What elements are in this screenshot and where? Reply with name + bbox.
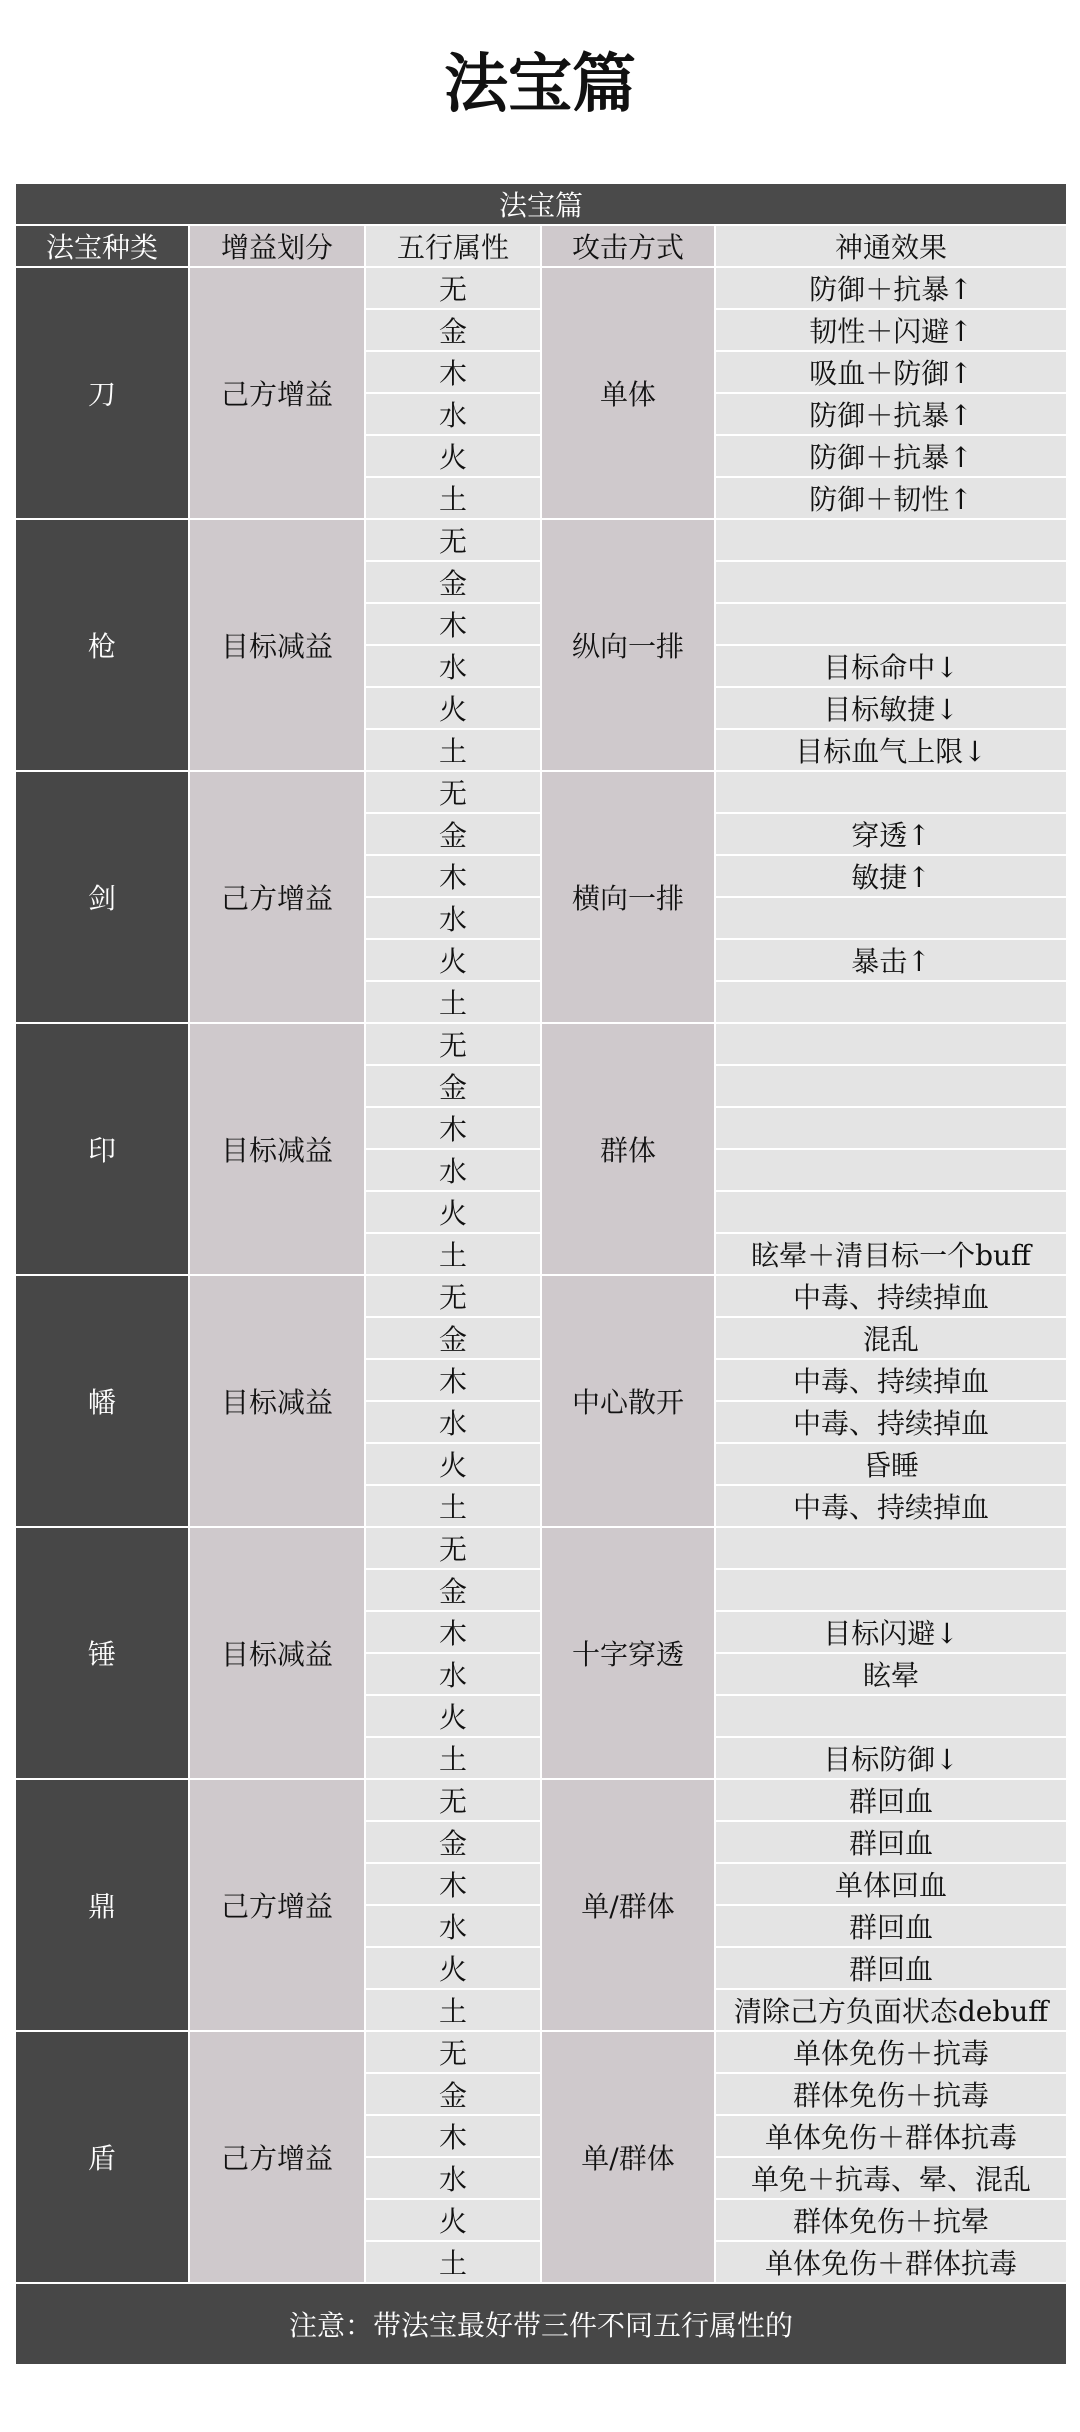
- element-cell: 金: [365, 1317, 541, 1359]
- header-attack: 攻击方式: [541, 225, 715, 267]
- header-effect: 神通效果: [715, 225, 1067, 267]
- element-cell: 木: [365, 1863, 541, 1905]
- effect-cell: [715, 1695, 1067, 1737]
- effect-cell: 暴击↑: [715, 939, 1067, 981]
- effect-cell: 群回血: [715, 1821, 1067, 1863]
- effect-cell: 穿透↑: [715, 813, 1067, 855]
- table-body: [15, 267, 1067, 2283]
- element-cell: 木: [365, 855, 541, 897]
- attack-mode-cell: 单/群体: [541, 1779, 715, 2031]
- element-cell: 水: [365, 1905, 541, 1947]
- treasure-kind-cell: 鼎: [15, 1779, 189, 2031]
- table-row: [15, 1779, 1067, 1821]
- effect-cell: [715, 519, 1067, 561]
- attack-mode-cell: 纵向一排: [541, 519, 715, 771]
- element-cell: 水: [365, 1653, 541, 1695]
- element-cell: 木: [365, 603, 541, 645]
- table-row: [15, 519, 1067, 561]
- attack-mode-cell: 群体: [541, 1023, 715, 1275]
- effect-cell: [715, 1527, 1067, 1569]
- element-cell: 火: [365, 939, 541, 981]
- header-element: 五行属性: [365, 225, 541, 267]
- effect-cell: 目标命中↓: [715, 645, 1067, 687]
- treasure-table: [14, 182, 1068, 2366]
- effect-cell: 目标敏捷↓: [715, 687, 1067, 729]
- element-cell: 木: [365, 1359, 541, 1401]
- treasure-kind-cell: 剑: [15, 771, 189, 1023]
- treasure-kind-cell: 锤: [15, 1527, 189, 1779]
- effect-cell: 防御＋抗暴↑: [715, 267, 1067, 309]
- element-cell: 金: [365, 1065, 541, 1107]
- buff-type-cell: 己方增益: [189, 1779, 365, 2031]
- effect-cell: [715, 981, 1067, 1023]
- effect-cell: 吸血＋防御↑: [715, 351, 1067, 393]
- element-cell: 火: [365, 435, 541, 477]
- effect-cell: 中毒、持续掉血: [715, 1359, 1067, 1401]
- table-banner: 法宝篇: [15, 183, 1067, 225]
- element-cell: 无: [365, 1275, 541, 1317]
- element-cell: 木: [365, 1107, 541, 1149]
- effect-cell: [715, 1023, 1067, 1065]
- header-kind: 法宝种类: [15, 225, 189, 267]
- element-cell: 火: [365, 1947, 541, 1989]
- buff-type-cell: 目标减益: [189, 1275, 365, 1527]
- table-row: [15, 1275, 1067, 1317]
- effect-cell: 群回血: [715, 1947, 1067, 1989]
- treasure-kind-cell: 幡: [15, 1275, 189, 1527]
- treasure-kind-cell: 印: [15, 1023, 189, 1275]
- effect-cell: 目标闪避↓: [715, 1611, 1067, 1653]
- effect-cell: 中毒、持续掉血: [715, 1401, 1067, 1443]
- effect-cell: [715, 603, 1067, 645]
- effect-cell: 眩晕＋清目标一个buff: [715, 1233, 1067, 1275]
- table-row: [15, 2031, 1067, 2073]
- element-cell: 无: [365, 771, 541, 813]
- element-cell: 水: [365, 645, 541, 687]
- element-cell: 无: [365, 2031, 541, 2073]
- effect-cell: 昏睡: [715, 1443, 1067, 1485]
- element-cell: 无: [365, 1779, 541, 1821]
- element-cell: 火: [365, 2199, 541, 2241]
- element-cell: 土: [365, 1485, 541, 1527]
- element-cell: 火: [365, 1443, 541, 1485]
- effect-cell: [715, 771, 1067, 813]
- element-cell: 水: [365, 393, 541, 435]
- element-cell: 无: [365, 519, 541, 561]
- element-cell: 水: [365, 897, 541, 939]
- effect-cell: 防御＋韧性↑: [715, 477, 1067, 519]
- element-cell: 土: [365, 2241, 541, 2283]
- effect-cell: 眩晕: [715, 1653, 1067, 1695]
- element-cell: 金: [365, 813, 541, 855]
- element-cell: 土: [365, 1989, 541, 2031]
- effect-cell: 群体免伤＋抗晕: [715, 2199, 1067, 2241]
- footer-note: 注意：带法宝最好带三件不同五行属性的: [15, 2283, 1067, 2365]
- effect-cell: 清除己方负面状态debuff: [715, 1989, 1067, 2031]
- table-row: [15, 267, 1067, 309]
- treasure-kind-cell: 刀: [15, 267, 189, 519]
- buff-type-cell: 目标减益: [189, 1023, 365, 1275]
- effect-cell: 单体免伤＋群体抗毒: [715, 2115, 1067, 2157]
- element-cell: 金: [365, 2073, 541, 2115]
- treasure-table-container: [14, 182, 1066, 2418]
- buff-type-cell: 己方增益: [189, 771, 365, 1023]
- effect-cell: [715, 1191, 1067, 1233]
- buff-type-cell: 己方增益: [189, 267, 365, 519]
- buff-type-cell: 目标减益: [189, 519, 365, 771]
- effect-cell: 防御＋抗暴↑: [715, 393, 1067, 435]
- attack-mode-cell: 十字穿透: [541, 1527, 715, 1779]
- effect-cell: 韧性＋闪避↑: [715, 309, 1067, 351]
- element-cell: 水: [365, 1401, 541, 1443]
- element-cell: 金: [365, 1569, 541, 1611]
- effect-cell: [715, 1065, 1067, 1107]
- effect-cell: [715, 1569, 1067, 1611]
- page-title: 法宝篇: [444, 48, 636, 122]
- table-row: [15, 771, 1067, 813]
- attack-mode-cell: 单体: [541, 267, 715, 519]
- effect-cell: 敏捷↑: [715, 855, 1067, 897]
- treasure-kind-cell: 枪: [15, 519, 189, 771]
- element-cell: 木: [365, 1611, 541, 1653]
- table-row: [15, 1023, 1067, 1065]
- element-cell: 土: [365, 981, 541, 1023]
- effect-cell: 中毒、持续掉血: [715, 1485, 1067, 1527]
- element-cell: 金: [365, 561, 541, 603]
- effect-cell: 中毒、持续掉血: [715, 1275, 1067, 1317]
- effect-cell: 目标血气上限↓: [715, 729, 1067, 771]
- element-cell: 土: [365, 1737, 541, 1779]
- element-cell: 火: [365, 1695, 541, 1737]
- effect-cell: 单免＋抗毒、晕、混乱: [715, 2157, 1067, 2199]
- header-buff-type: 增益划分: [189, 225, 365, 267]
- element-cell: 无: [365, 1527, 541, 1569]
- element-cell: 水: [365, 2157, 541, 2199]
- element-cell: 无: [365, 1023, 541, 1065]
- attack-mode-cell: 单/群体: [541, 2031, 715, 2283]
- attack-mode-cell: 横向一排: [541, 771, 715, 1023]
- effect-cell: 单体免伤＋群体抗毒: [715, 2241, 1067, 2283]
- element-cell: 火: [365, 1191, 541, 1233]
- element-cell: 木: [365, 351, 541, 393]
- buff-type-cell: 目标减益: [189, 1527, 365, 1779]
- effect-cell: 防御＋抗暴↑: [715, 435, 1067, 477]
- effect-cell: [715, 1107, 1067, 1149]
- element-cell: 土: [365, 477, 541, 519]
- treasure-kind-cell: 盾: [15, 2031, 189, 2283]
- effect-cell: [715, 1149, 1067, 1191]
- element-cell: 火: [365, 687, 541, 729]
- element-cell: 金: [365, 1821, 541, 1863]
- effect-cell: [715, 897, 1067, 939]
- element-cell: 无: [365, 267, 541, 309]
- effect-cell: 群回血: [715, 1779, 1067, 1821]
- effect-cell: 群体免伤＋抗毒: [715, 2073, 1067, 2115]
- element-cell: 金: [365, 309, 541, 351]
- effect-cell: 单体免伤＋抗毒: [715, 2031, 1067, 2073]
- element-cell: 水: [365, 1149, 541, 1191]
- element-cell: 土: [365, 729, 541, 771]
- element-cell: 木: [365, 2115, 541, 2157]
- element-cell: 土: [365, 1233, 541, 1275]
- attack-mode-cell: 中心散开: [541, 1275, 715, 1527]
- table-row: [15, 1527, 1067, 1569]
- effect-cell: 单体回血: [715, 1863, 1067, 1905]
- effect-cell: [715, 561, 1067, 603]
- buff-type-cell: 己方增益: [189, 2031, 365, 2283]
- effect-cell: 目标防御↓: [715, 1737, 1067, 1779]
- effect-cell: 混乱: [715, 1317, 1067, 1359]
- effect-cell: 群回血: [715, 1905, 1067, 1947]
